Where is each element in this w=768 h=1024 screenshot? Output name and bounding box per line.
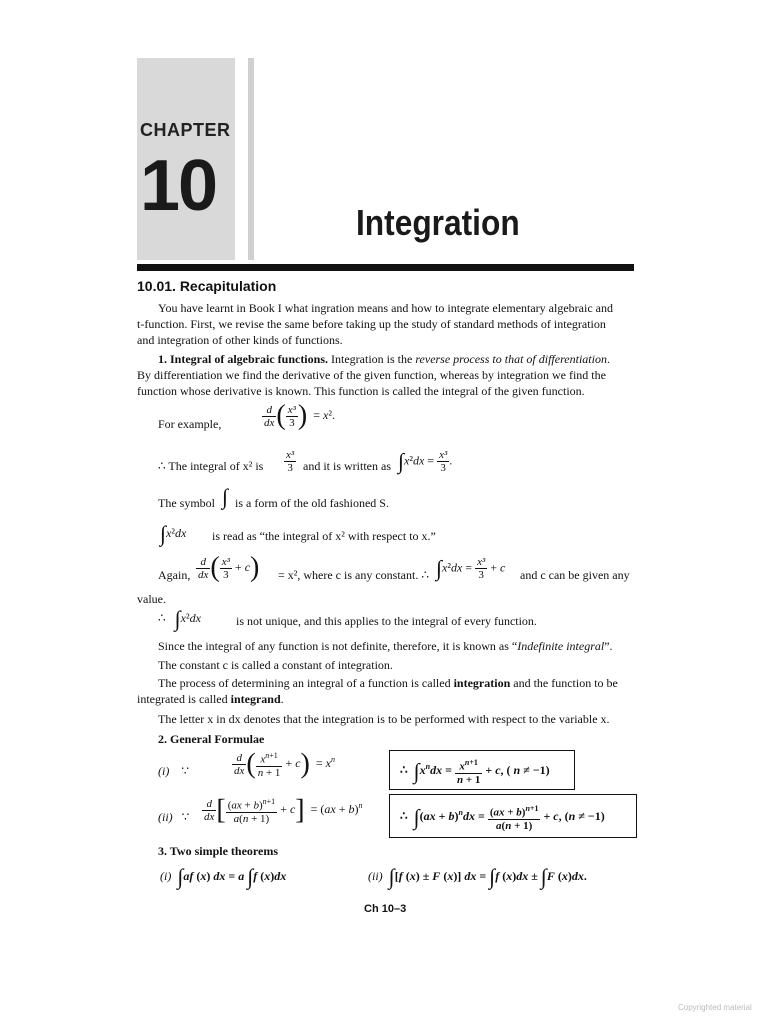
formula-i-label: (i) ∵ <box>158 764 189 778</box>
formula-ii-left: $\frac{d}{dx}$ [ $\frac{(ax + b)^{n+1}}{a(n + 1)}$ + c] = (ax + b)$^n$ <box>204 794 363 826</box>
therefore-a: ∴ The integral of x² is <box>158 459 264 473</box>
chapter-number: 10 <box>140 146 217 226</box>
read-integral: ∫x²dx <box>160 521 187 546</box>
formula-ii-label: (ii) ∵ <box>158 810 190 824</box>
intro-line-1: You have learnt in Book I what ingration means and how to integrate elementary algebraic and <box>158 301 613 315</box>
example-formula: $\frac{d}{dx}$ ( $\frac{\text{x³}}{3}$ ) = x². <box>264 400 335 431</box>
item1-line-1 <box>158 351 610 367</box>
indef-b: ”. <box>604 639 613 653</box>
process-line2b: integrand <box>230 692 281 706</box>
symbol-a: The symbol <box>158 496 215 510</box>
integral-sign-icon: ∫ <box>222 484 229 509</box>
process-c: and the function to be <box>510 676 618 690</box>
item1-text-em: reverse process to that of differentiation <box>415 352 607 366</box>
item2-title: 2. General Formulae <box>158 732 265 746</box>
read-as: is read as “the integral of x² with respect to x.” <box>212 529 436 543</box>
item1-text-b: . <box>606 352 610 366</box>
constant-line: The constant c is called a constant of integration. <box>158 658 393 672</box>
not-unique-integral: ∴ ∫x²dx <box>158 606 201 631</box>
chapter-divider <box>248 58 254 260</box>
process-line2a: integrated is called <box>137 692 231 706</box>
section-heading: 10.01. Recapitulation <box>137 278 277 294</box>
therefore-b: and it is written as <box>303 459 391 473</box>
title-rule <box>137 264 634 271</box>
item1-line-2: By differentiation we find the derivative of the given function, whereas by integration we find the <box>137 368 606 382</box>
theorem-i: (i) ∫af (x) dx = a ∫f (x)dx <box>160 864 287 889</box>
item1-text-a: Integration is the <box>328 352 416 366</box>
again-tail: and c can be given any <box>520 568 630 582</box>
formula-i-left: $\frac{d}{dx}$ ( $\frac{x^{n+1}}{n + 1}$ + $c) = x^n$ <box>234 748 335 780</box>
again-where: = x², where c is any constant. ∴ <box>278 568 429 582</box>
formula-i-box: ∴ $\int x^ndx$ = $\frac{x^{n+1}}{n + 1}$ + c, ( n ≠ −1) <box>389 750 575 790</box>
therefore-frac: $\frac{\text{x³}}{3}$ <box>286 449 295 474</box>
therefore-integral: ∫x²dx = $\frac{\text{x³}}{3}$ . <box>398 448 453 474</box>
process-a: The process of determining an integral of a function is called <box>158 676 454 690</box>
item1-title: 1. Integral of algebraic functions. <box>158 352 328 366</box>
copyright-notice: Copyrighted material <box>678 1003 752 1012</box>
symbol-b: is a form of the old fashioned S. <box>235 496 389 510</box>
indef-a: Since the integral of any function is not definite, therefore, it is known as “ <box>158 639 518 653</box>
again-integral: ∫x²dx = $\frac{\text{x³}}{3}$ + c <box>436 555 506 581</box>
process-b: integration <box>453 676 511 690</box>
indefinite-line <box>158 638 613 654</box>
again-derivative: $\frac{d}{dx}$ ( $\frac{\text{x³}}{3}$ + c) <box>198 552 260 583</box>
theorem-ii: (ii) ∫[f (x) ± F (x)] dx = ∫f (x)dx ± ∫F (x)dx. <box>368 864 587 889</box>
intro-line-3: and integration of other kinds of functions. <box>137 333 343 347</box>
chapter-title: Integration <box>356 202 520 243</box>
example-label: For example, <box>158 417 222 431</box>
page-number: Ch 10–3 <box>364 903 407 915</box>
item1-line-3: function whose derivative is known. This function is called the integral of the given function. <box>137 384 585 398</box>
process-line-1 <box>158 675 618 691</box>
again-label: Again, <box>158 568 191 582</box>
item3-title: 3. Two simple theorems <box>158 844 278 858</box>
formula-ii-box: ∴ ∫(ax + b)$^n$dx = $\frac{(ax + b)^{n+1}}{a(n + 1)}$ + c, (n ≠ −1) <box>389 794 637 838</box>
process-line2c: . <box>280 692 284 706</box>
letter-line: The letter x in dx denotes that the integration is to be performed with respect to the variable x. <box>158 712 610 726</box>
value-word: value. <box>137 592 166 606</box>
chapter-label: CHAPTER <box>140 120 231 140</box>
not-unique: is not unique, and this applies to the integral of every function. <box>236 614 537 628</box>
indef-em: Indefinite integral <box>517 639 605 653</box>
process-line-2 <box>137 691 284 707</box>
intro-line-2: t-function. First, we revise the same before taking up the study of standard methods of integration <box>137 317 606 331</box>
